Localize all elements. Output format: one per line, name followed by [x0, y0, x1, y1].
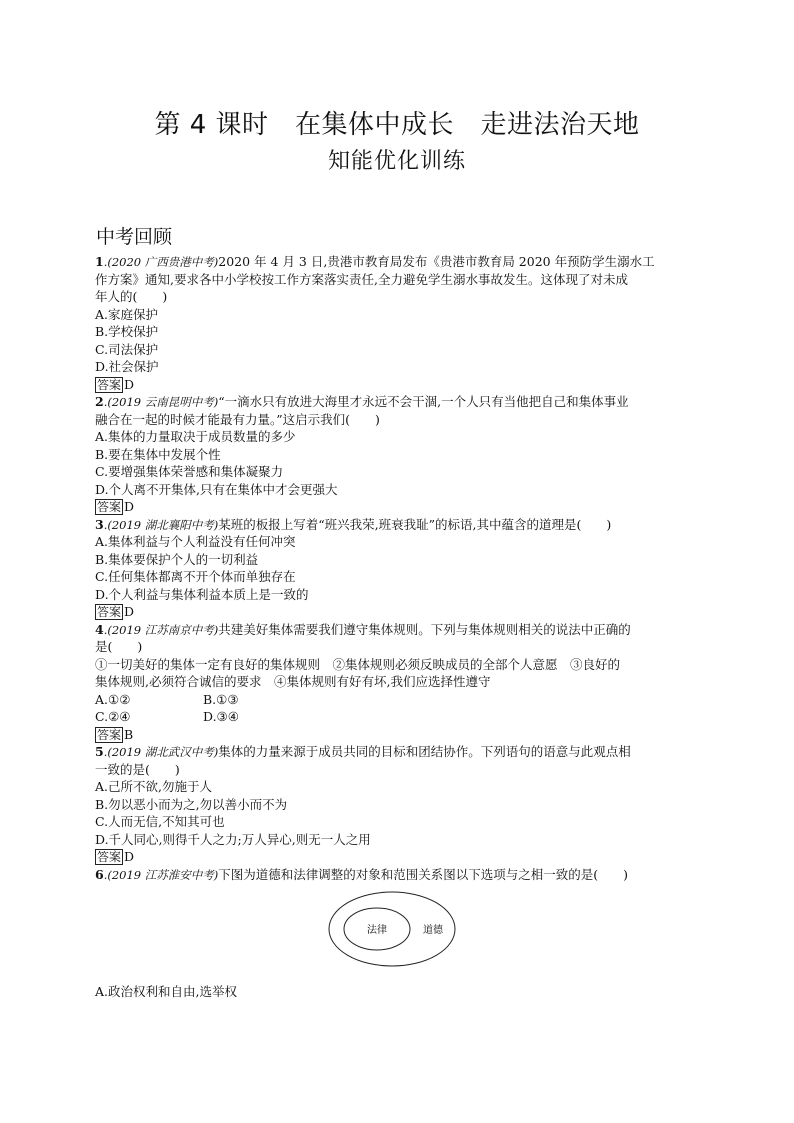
answer-value: D	[124, 376, 135, 392]
question-text-line: 是( )	[95, 639, 143, 654]
question-text-line: “一滴水只有放进大海里才永远不会干涸,一个人只有当他把自己和集体事业	[218, 394, 629, 409]
answer-value: D	[124, 849, 135, 864]
option-d: D.个人利益与集体利益本质上是一致的	[95, 586, 309, 602]
answer-label: 答案	[97, 605, 122, 619]
option-c: C.要增强集体荣誉感和集体凝聚力	[95, 464, 284, 479]
venn-diagram	[327, 889, 457, 969]
answer-row	[95, 498, 695, 516]
question-number: 3	[95, 516, 104, 532]
question-number: 4	[95, 621, 104, 637]
question-source: .(2019 江苏淮安中考)	[103, 867, 219, 882]
lesson-subtitle: 知能优化训练	[327, 149, 466, 174]
answer-label: 答案	[97, 727, 122, 742]
question-text-line: 集体的力量来源于成员共同的目标和团结协作。下列语句的语意与此观点相	[218, 744, 631, 759]
question-number: 5	[95, 744, 104, 759]
option-d: D.千人同心,则得千人之力;万人异心,则无一人之用	[95, 831, 371, 847]
question-list	[95, 253, 695, 1001]
answer-label: 答案	[97, 377, 122, 392]
answer-label: 答案	[97, 500, 122, 514]
option-c: C.②④	[95, 709, 131, 724]
question-6	[95, 866, 695, 1001]
option-a: A.集体利益与个人利益没有任何冲突	[95, 534, 296, 549]
option-b: B.勿以恶小而为之,勿以善小而不为	[95, 796, 288, 812]
question-number: 1	[95, 254, 104, 269]
question-source: .(2019 湖北武汉中考)	[103, 745, 219, 759]
option-a: A.己所不欲,勿施于人	[95, 779, 212, 794]
question-text-line: 集体规则,必须符合诚信的要求 ④集体规则有好有坏,我们应选择性遵守	[95, 674, 491, 689]
answer-value: D	[124, 499, 135, 514]
answer-label: 答案	[97, 850, 122, 864]
option-c: C.司法保护	[95, 341, 159, 357]
question-source: .(2019 云南昆明中考)	[103, 395, 219, 409]
option-a: A.集体的力量取决于成员数量的多少	[95, 429, 296, 444]
answer-value: B	[124, 726, 134, 742]
option-a: A.①②	[95, 691, 131, 707]
question-text-line: 下图为道德和法律调整的对象和范围关系图以下选项与之相一致的是( )	[218, 866, 629, 882]
question-number: 6	[95, 866, 104, 882]
option-a: A.家庭保护	[95, 306, 159, 322]
question-text-line: 某班的板报上写着“班兴我荣,班衰我耻”的标语,其中蕴含的道理是( )	[218, 516, 612, 532]
option-b: B.要在集体中发展个性	[95, 446, 221, 462]
lesson-title: 第 4 课时 在集体中成长 走进法治天地	[154, 110, 640, 140]
answer-row	[95, 848, 695, 866]
option-d: D.③④	[203, 709, 239, 724]
section-title: 中考回顾	[96, 226, 173, 248]
question-4	[95, 621, 695, 744]
option-b: B.集体要保护个人的一切利益	[95, 551, 259, 567]
question-text-line: 融合在一起的时候才能最有力量。”这启示我们( )	[95, 411, 380, 427]
option-b: B.①③	[203, 691, 239, 707]
option-c: C.人而无信,不知其可也	[95, 814, 225, 829]
option-c: C.任何集体都离不开个体而单独存在	[95, 569, 296, 584]
option-b: B.学校保护	[95, 324, 159, 339]
question-text-line: 2020 年 4 月 3 日,贵港市教育局发布《贵港市教育局 2020 年预防学生溺水工	[218, 254, 655, 269]
answer-row	[95, 726, 695, 744]
question-source: .(2019 江苏南京中考)	[103, 622, 219, 637]
question-text-line: 作方案》通知,要求各中小学校按工作方案落实责任,全力避免学生溺水事故发生。这体现了对未成	[95, 271, 628, 287]
question-text-line: 共建美好集体需要我们遵守集体规则。下列与集体规则相关的说法中正确的	[218, 621, 631, 637]
option-a: A.政治权利和自由,选举权	[95, 984, 237, 999]
option-d: D.个人离不开集体,只有在集体中才会更强大	[95, 481, 338, 497]
inner-label: 法律	[367, 925, 387, 936]
outer-label: 道德	[423, 925, 443, 936]
question-5	[95, 743, 695, 866]
question-text-line: 年人的( )	[95, 289, 168, 304]
question-number: 2	[95, 394, 104, 409]
option-d: D.社会保护	[95, 359, 159, 374]
answer-row	[95, 376, 695, 394]
answer-value: D	[124, 604, 135, 619]
question-1	[95, 253, 695, 393]
answer-row	[95, 603, 695, 621]
question-text-line: 一致的是( )	[95, 761, 180, 777]
law-morality-diagram	[95, 883, 695, 983]
question-source: .(2020 广西贵港中考)	[103, 255, 219, 269]
question-2	[95, 393, 695, 516]
question-3	[95, 516, 695, 621]
question-text-line: ①一切美好的集体一定有良好的集体规则 ②集体规则必须反映成员的全部个人意愿 ③良好的	[95, 656, 621, 672]
question-source: .(2019 湖北襄阳中考)	[103, 517, 219, 532]
